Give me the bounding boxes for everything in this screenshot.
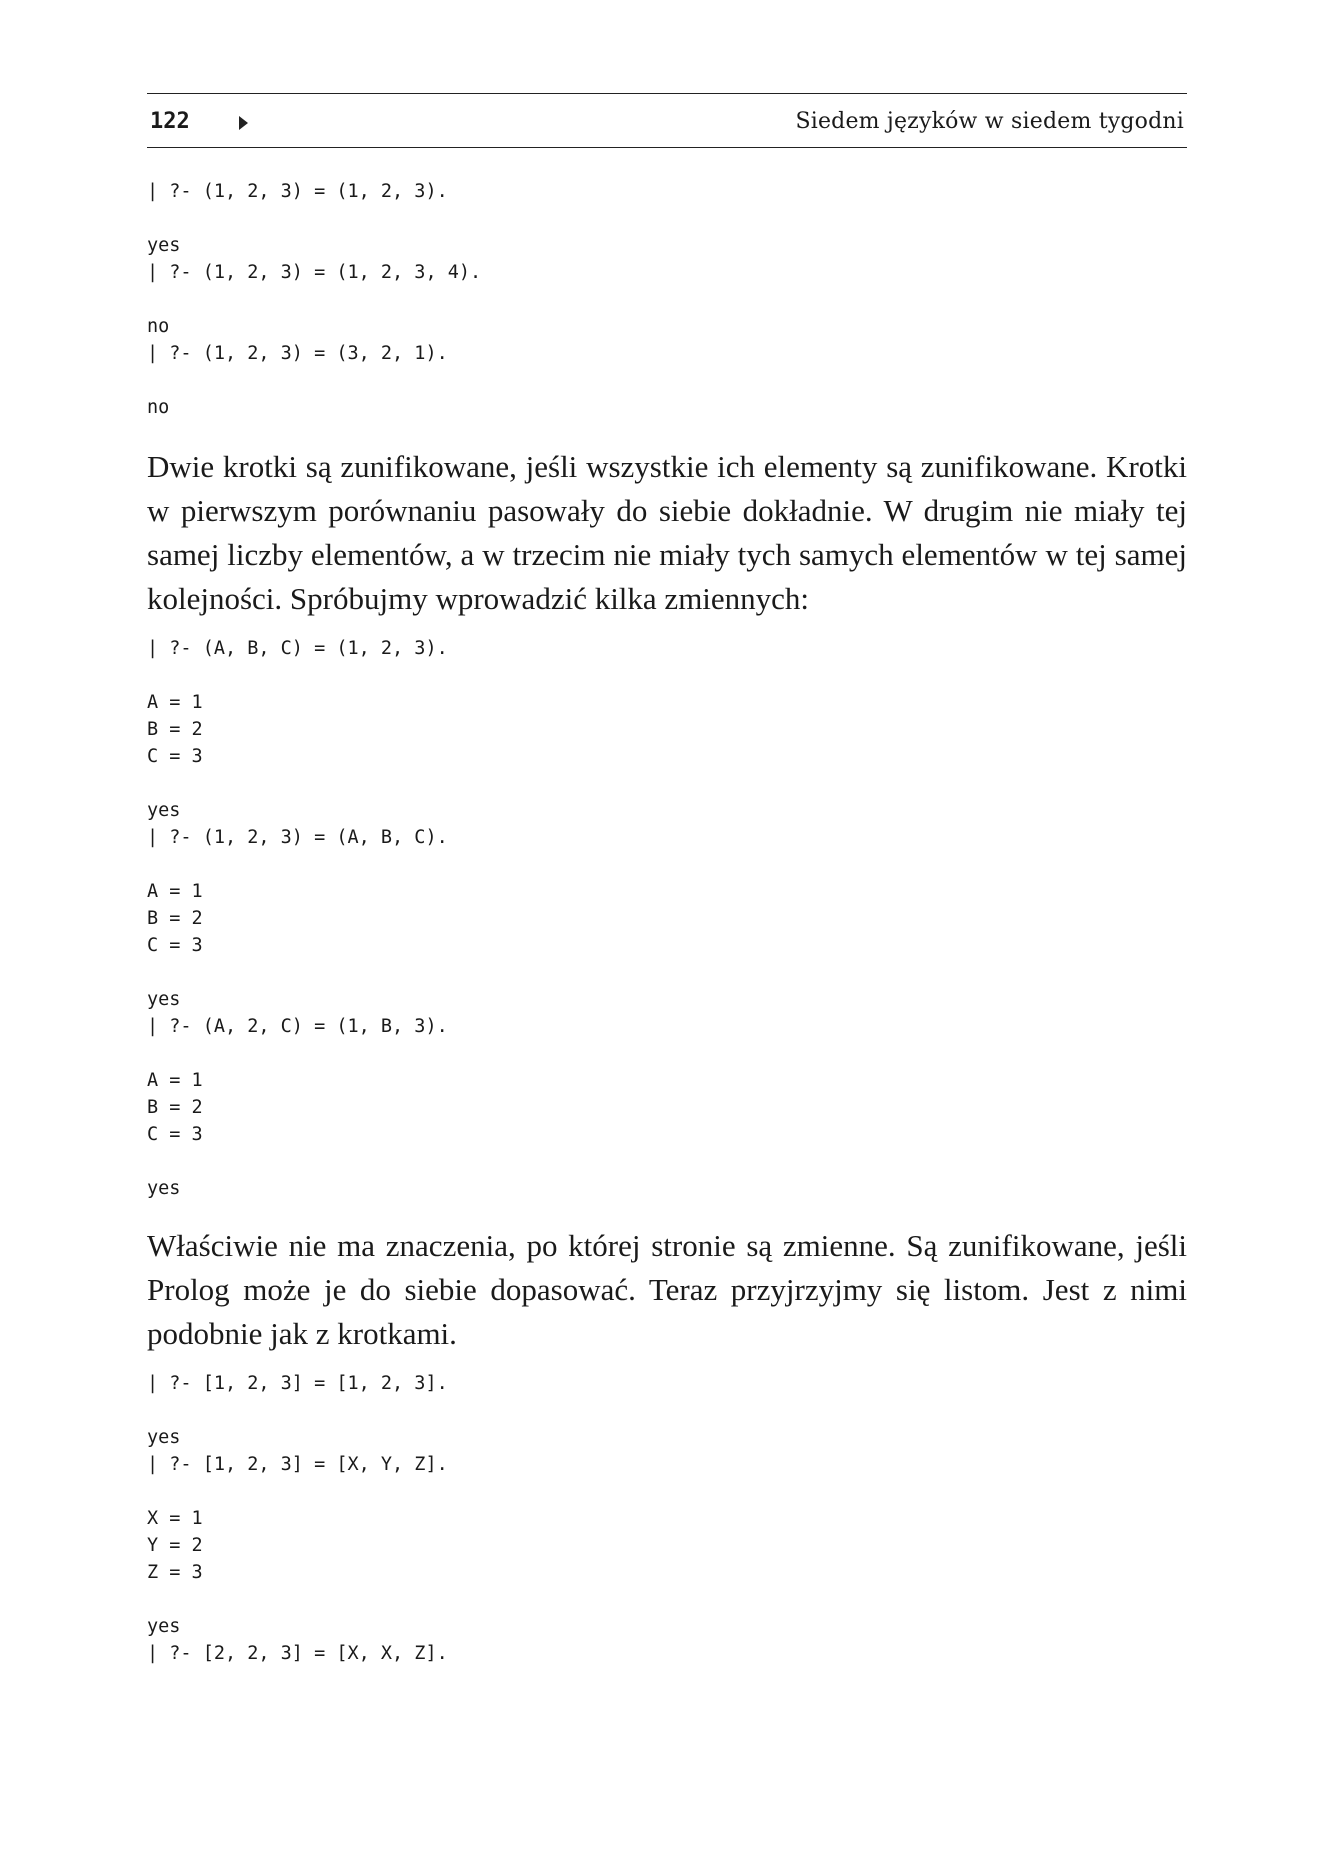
header-bottom-rule: [147, 147, 1187, 148]
page-number: 122: [150, 109, 190, 134]
code-listing-lists: | ?- [1, 2, 3] = [1, 2, 3]. yes | ?- [1, 2, 3] = [X, Y, Z]. X = 1 Y = 2 Z = 3 yes | ?- [2, 2, 3] = [X, X, Z].: [147, 1373, 448, 1664]
code-listing-variables: | ?- (A, B, C) = (1, 2, 3). A = 1 B = 2 C = 3 yes | ?- (1, 2, 3) = (A, B, C). A = 1 B = 2 C = 3 yes | ?- (A, 2, C) = (1, B, 3). A = 1 B = 2 C = 3 yes: [147, 638, 448, 1199]
page-content: [147, 178, 1187, 1667]
header-top-rule: [147, 93, 1187, 94]
triangle-right-icon: [239, 116, 248, 130]
paragraph-tuples: Dwie krotki są zunifikowane, jeśli wszystkie ich elementy są zunifikowane. Krotki w pierwszym porównaniu pasowały do siebie dokładnie. W drugim nie miały tej samej liczby elementów, a w trzecim nie miały tych samych elementów w tej samej kolejności. Spróbujmy wprowadzić kilka zmiennych:: [147, 449, 1187, 616]
page-header: [147, 102, 1187, 142]
running-title: Siedem języków w siedem tygodni: [795, 109, 1184, 134]
paragraph-lists: Właściwie nie ma znaczenia, po której stronie są zmienne. Są zunifikowane, jeśli Prolog może je do siebie dopasować. Teraz przyjrzyjmy się listom. Jest z nimi podobnie jak z krotkami.: [147, 1228, 1187, 1351]
code-listing-tuples: | ?- (1, 2, 3) = (1, 2, 3). yes | ?- (1, 2, 3) = (1, 2, 3, 4). no | ?- (1, 2, 3) = (3, 2, 1). no: [147, 181, 482, 418]
